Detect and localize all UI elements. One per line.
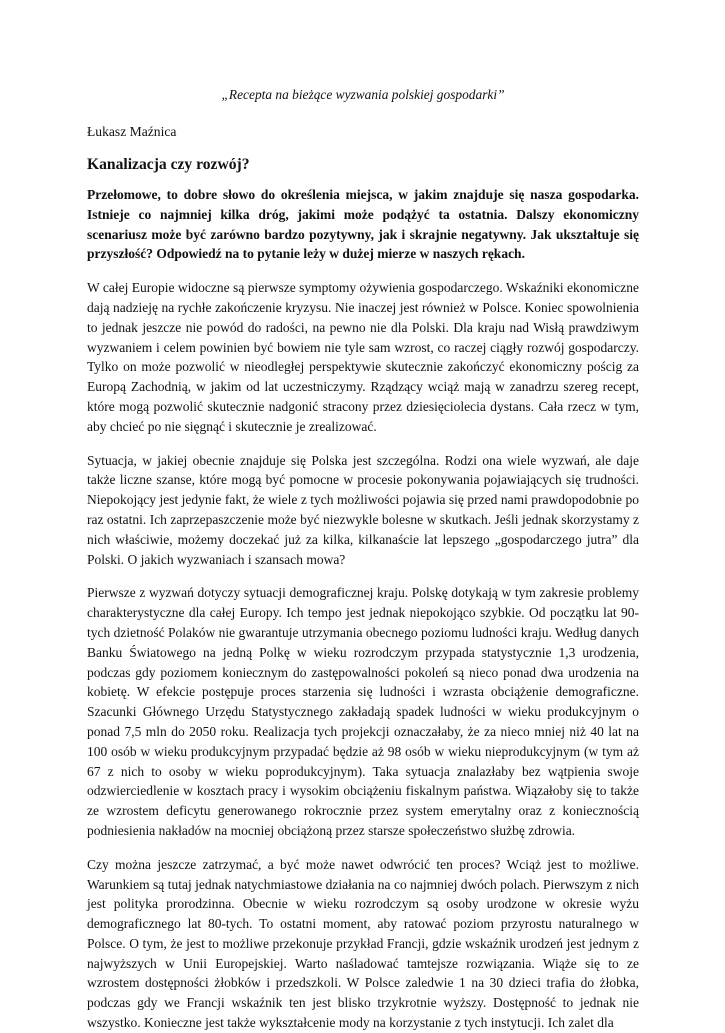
lead-paragraph: Przełomowe, to dobre słowo do określenia miejsca, w jakim znajduje się nasza gospodarka. Istnieje co najmniej kilka dróg, jakimi może podążyć ta ostatnia. Dalszy ekonomiczny scenariusz może być zarówno bardzo pozytywny, jak i skrajnie negatywny. Jak ukształtuje się przyszłość? Odpowiedź na to pytanie leży w dużej mierze w naszych rękach. [87, 187, 639, 262]
body-paragraph: Pierwsze z wyzwań dotyczy sytuacji demograficznej kraju. Polskę dotykają w tym zakresie problemy charakterystyczne dla całej Europy. Ich tempo jest jednak niepokojąco szybkie. Od początku lat 90-tych dzietność Polaków nie gwarantuje utrzymania obecnego poziomu ludności kraju. Według danych Banku Światowego na jedną Polkę w wieku rozrodczym przypada statystycznie 1,3 urodzenia, podczas gdy poziomem koniecznym do zastępowalności pokoleń są nieco ponad dwa urodzenia na kobietę. W efekcie postępuje proces starzenia się ludności i wzrasta obciążenie demograficzne. Szacunki Głównego Urzędu Statystycznego zakładają spadek ludności w wieku produkcyjnym o ponad 7,5 mln do 2050 roku. Realizacja tych projekcji oznaczałaby, że za nieco mniej niż 40 lat na 100 osób w wieku produkcyjnym przypadać będzie aż 98 osób w wieku nieprodukcyjnym (w tym aż 67 z nich to osoby w wieku poprodukcyjnym). Taka sytuacja znalazłaby bez wątpienia swoje odzwierciedlenie w kosztach pracy i wysokim obciążeniu fiskalnym państwa. Wiązałoby się to także ze wzrostem deficytu generowanego rokrocznie przez system emerytalny oraz z koniecznością podniesienia nakładów na mocniej obciążoną przez starsze społeczeństwo służbę zdrowia. [87, 585, 640, 838]
document-header: „Recepta na bieżące wyzwania polskiej gospodarki” [221, 87, 505, 102]
author-name: Łukasz Maźnica [87, 124, 177, 139]
article-title: Kanalizacja czy rozwój? [87, 156, 250, 173]
body-paragraph: W całej Europie widoczne są pierwsze symptomy ożywienia gospodarczego. Wskaźniki ekonomiczne dają nadzieję na rychłe zakończenie kryzysu. Nie inaczej jest również w Polsce. Koniec spowolnienia to jednak jeszcze nie powód do radości, na pewno nie dla Polski. Dla kraju nad Wisłą prawdziwym wyzwaniem i celem powinien być bowiem nie tyle sam wzrost, co raczej ciągły rozwój gospodarczy. Tylko on może pozwolić w nieodległej perspektywie skutecznie zakończyć ekonomiczny pościg za Europą Zachodnią, w jakim od lat uczestniczymy. Rządzący wciąż mają w zanadrzu szereg recept, które mogą pozwolić skutecznie nadgonić stracony przez dziesięciolecia dystans. Cała rzecz w tym, aby chcieć po nie sięgnąć i skutecznie je zrealizować. [87, 280, 639, 434]
body-paragraph: Czy można jeszcze zatrzymać, a być może nawet odwrócić ten proces? Wciąż jest to możliwe. Warunkiem są tutaj jednak natychmiastowe działania na co najmniej dwóch polach. Pierwszym z nich jest polityka prorodzinna. Obecnie w wieku rozrodczym są osoby urodzone w okresie wyżu demograficznego lat 80-tych. To ostatni moment, aby ratować poziom przyrostu naturalnego w Polsce. O tym, że jest to możliwe przekonuje przykład Francji, gdzie wskaźnik urodzeń jest jednym z najwyższych w Unii Europejskiej. Warto naśladować tamtejsze rozwiązania. Wiąże się to ze wzrostem dostępności żłobków i przedszkoli. W Polsce zaledwie 1 na 30 dzieci trafia do żłobka, podczas gdy we Francji wskaźnik ten jest blisko trzykrotnie wyższy. Dostępność to jednak nie wszystko. Konieczne jest także wykształcenie mody na korzystanie z tych instytucji. Ich zalet dla [87, 856, 639, 1031]
body-paragraph: Sytuacja, w jakiej obecnie znajduje się Polska jest szczególna. Rodzi ona wiele wyzwań, ale daje także liczne szanse, które mogą być pomocne w procesie pokonywania pojawiających się trudności. Niepokojący jest jedynie fakt, że wiele z tych możliwości pojawia się przed nami prawdopodobnie po raz ostatni. Ich zaprzepaszczenie może być niezwykle bolesne w skutkach. Jeśli jednak skorzystamy z nich właściwie, możemy doczekać już za kilka, kilkanaście lat lepszego „gospodarczego jutra” dla Polski. O jakich wyzwaniach i szansach mowa? [87, 452, 639, 567]
